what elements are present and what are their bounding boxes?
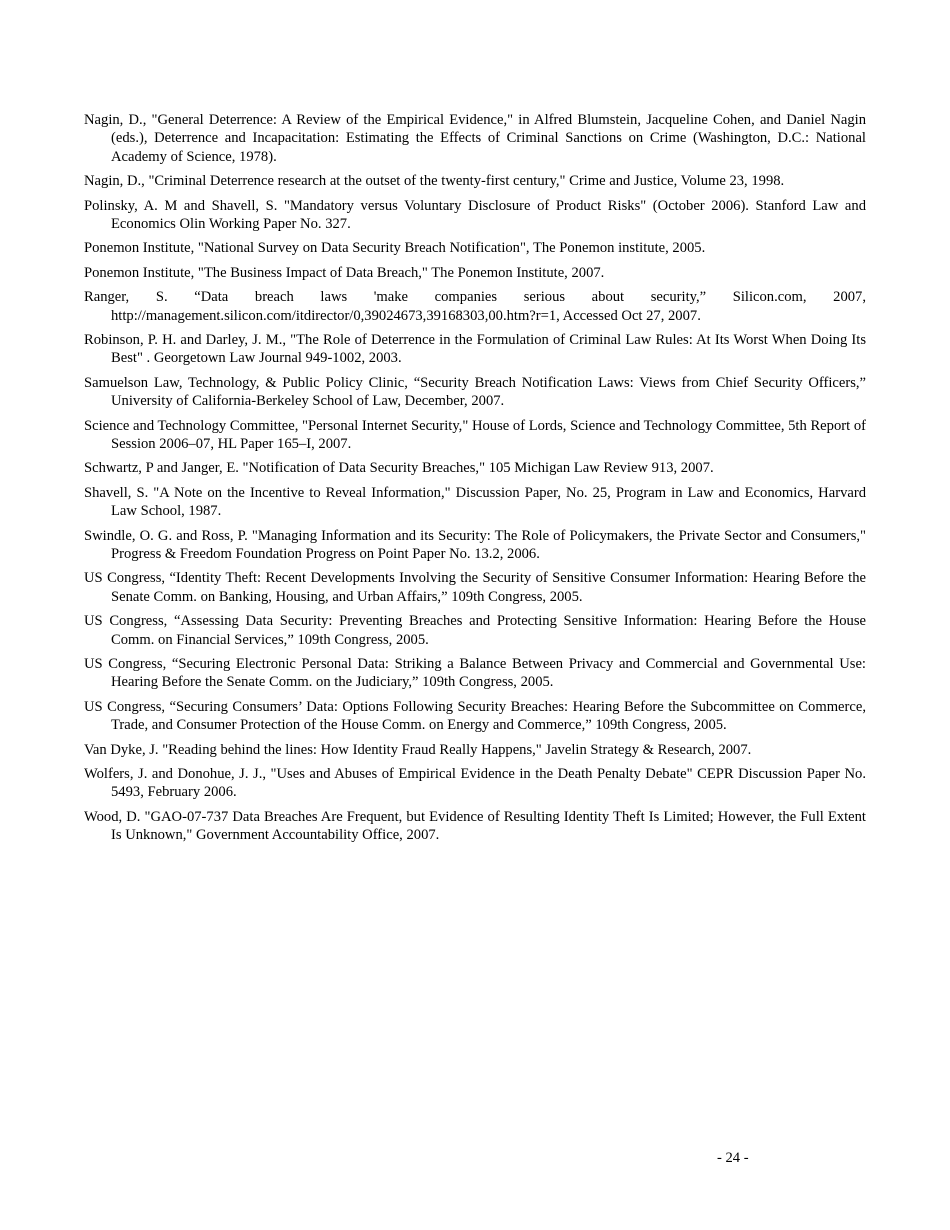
reference-item: Polinsky, A. M and Shavell, S. "Mandatory versus Voluntary Disclosure of Product Risks" (October 2006). Stanford Law and Economics Olin Working Paper No. 327. [84,197,866,232]
reference-item: Ponemon Institute, "National Survey on Data Security Breach Notification", The Ponemon institute, 2005. [84,240,706,257]
reference-item: Samuelson Law, Technology, & Public Policy Clinic, “Security Breach Notification Laws: Views from Chief Security Officers,” University of California-Berkeley School of Law, December, 2007. [84,374,866,410]
reference-item: Robinson, P. H. and Darley, J. M., "The Role of Deterrence in the Formulation of Criminal Law Rules: At Its Worst When Doing Its Best" . Georgetown Law Journal 949-1002, 2003. [84,332,866,367]
reference-list [84,111,866,851]
reference-item: US Congress, “Securing Electronic Personal Data: Striking a Balance Between Privacy and Commercial and Governmental Use: Hearing Before the Senate Comm. on the Judiciary,” 109th Congress, 2005. [84,656,866,691]
reference-item: Ranger, S. “Data breach laws 'make companies serious about security,” Silicon.com, 2007, http://management.silicon.com/itdirector/0,39024673,39168303,00.htm?r=1, Accessed Oct 27, 2007. [84,289,866,324]
reference-item: Nagin, D., "General Deterrence: A Review of the Empirical Evidence," in Alfred Blumstein, Jacqueline Cohen, and Daniel Nagin (eds.), Deterrence and Incapacitation: Estimating the Effects of Criminal Sanctions on Crime (Washington, D.C.: National Academy of Science, 1978). [84,112,866,165]
reference-item: Wolfers, J. and Donohue, J. J., "Uses and Abuses of Empirical Evidence in the Death Penalty Debate" CEPR Discussion Paper No. 5493, February 2006. [84,766,866,801]
reference-item: Wood, D. "GAO-07-737 Data Breaches Are Frequent, but Evidence of Resulting Identity Theft Is Limited; However, the Full Extent Is Unknown," Government Accountability Office, 2007. [84,808,866,844]
reference-item: Van Dyke, J. "Reading behind the lines: How Identity Fraud Really Happens," Javelin Strategy & Research, 2007. [84,741,752,758]
reference-item: Ponemon Institute, "The Business Impact of Data Breach," The Ponemon Institute, 2007. [84,264,605,281]
page-number: - 24 - [717,1150,749,1166]
reference-item: Swindle, O. G. and Ross, P. "Managing Information and its Security: The Role of Policymakers, the Private Sector and Consumers," Progress & Freedom Foundation Progress on Point Paper No. 13.2, 2006. [84,527,866,562]
reference-item: US Congress, “Securing Consumers’ Data: Options Following Security Breaches: Hearing Before the Subcommittee on Commerce, Trade, and Consumer Protection of the House Comm. on Energy and Commerce,” 109th Congress, 2005. [84,698,866,734]
reference-item: Science and Technology Committee, "Personal Internet Security," House of Lords, Science and Technology Committee, 5th Report of Session 2006–07, HL Paper 165–I, 2007. [84,417,866,452]
reference-item: Nagin, D., "Criminal Deterrence research at the outset of the twenty-first century," Crime and Justice, Volume 23, 1998. [84,173,785,190]
reference-item: US Congress, “Identity Theft: Recent Developments Involving the Security of Sensitive Consumer Information: Hearing Before the Senate Comm. on Banking, Housing, and Urban Affairs,” 109th Congress, 2005. [84,570,866,605]
reference-item: Shavell, S. "A Note on the Incentive to Reveal Information," Discussion Paper, No. 25, Program in Law and Economics, Harvard Law School, 1987. [84,484,866,520]
reference-item: US Congress, “Assessing Data Security: Preventing Breaches and Protecting Sensitive Information: Hearing Before the House Comm. on Financial Services,” 109th Congress, 2005. [84,613,866,648]
reference-item: Schwartz, P and Janger, E. "Notification of Data Security Breaches," 105 Michigan Law Review 913, 2007. [84,460,714,477]
